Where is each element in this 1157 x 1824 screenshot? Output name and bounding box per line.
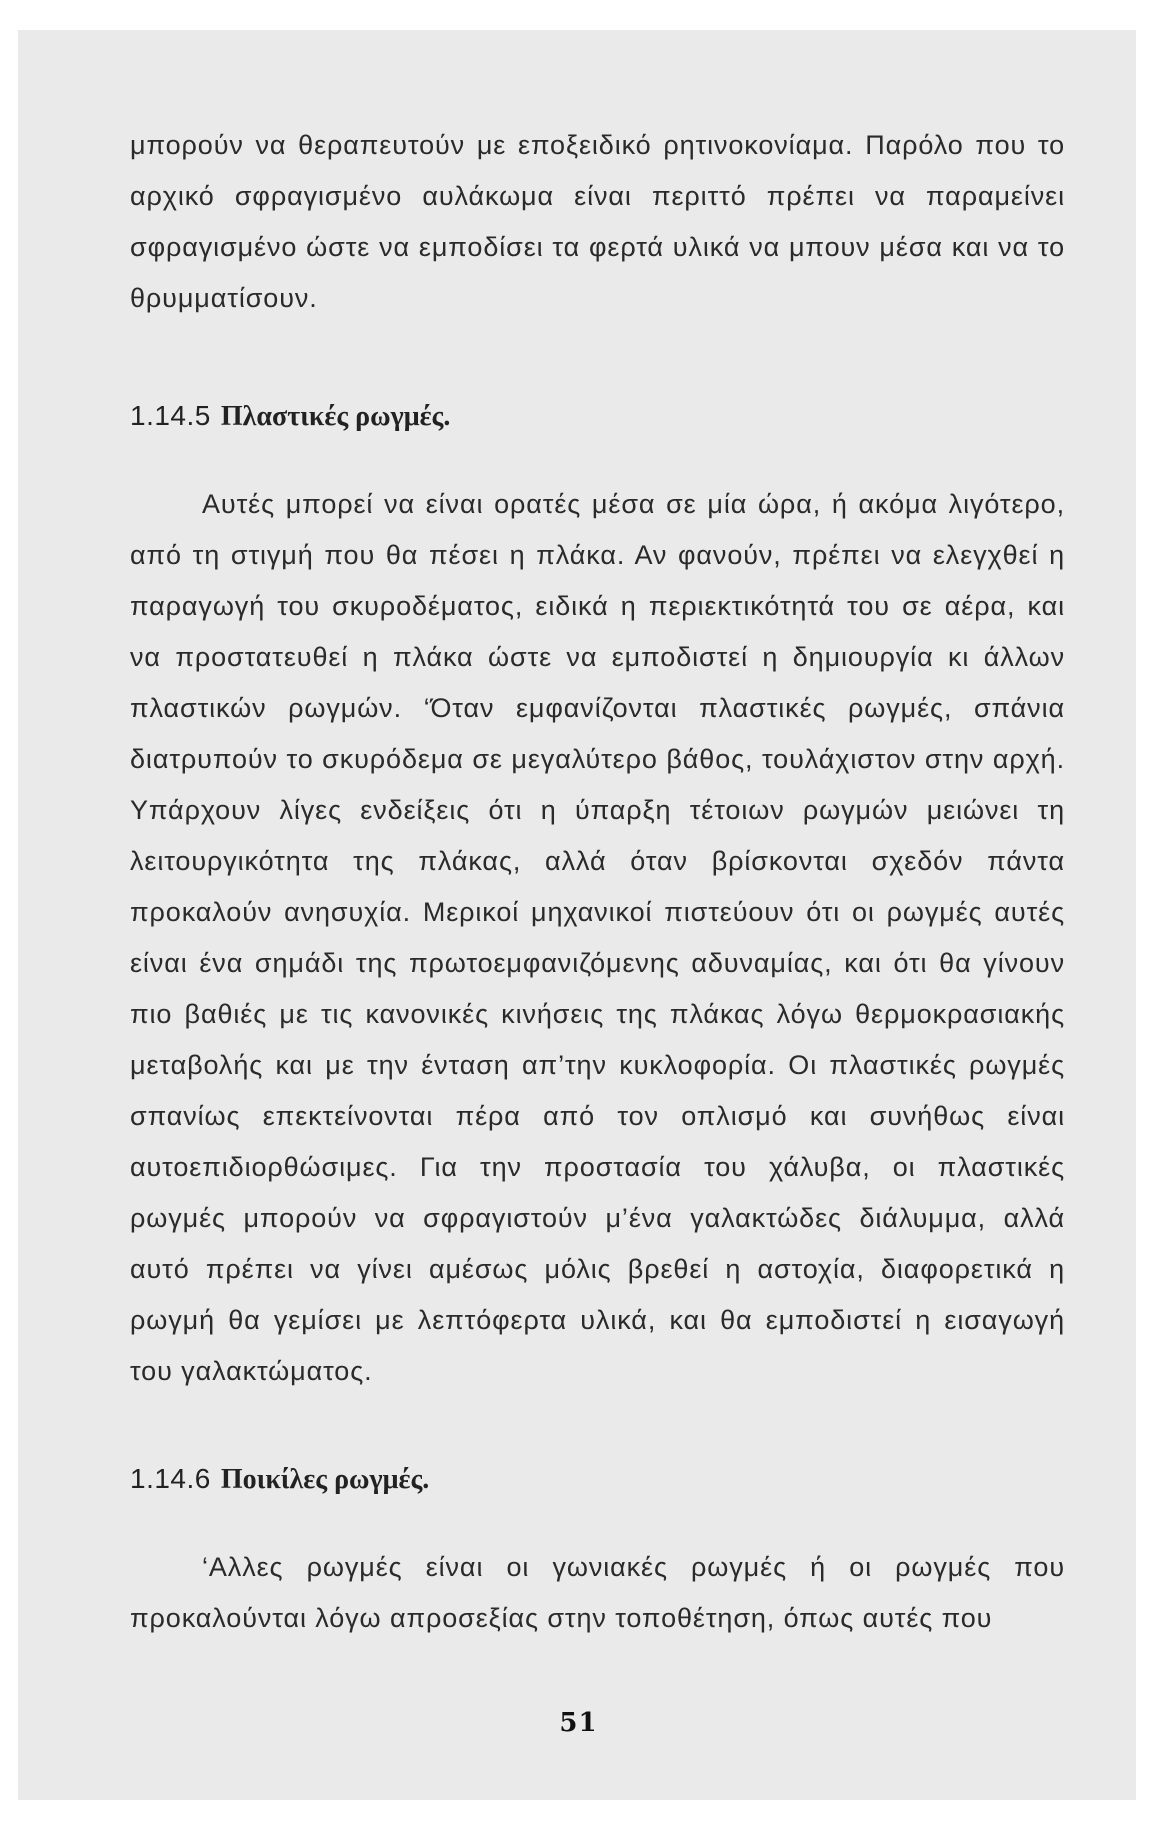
- section-title: Πλαστικές ρωγμές.: [220, 401, 451, 432]
- page-number: 51: [559, 1708, 598, 1738]
- intro-paragraph: μπορούν να θεραπευτούν με εποξειδικό ρητινοκονίαμα. Παρόλο που το αρχικό σφραγισμένο αυλάκωμα είναι περιττό πρέπει να παραμείνει σφραγισμένο ώστε να εμποδίσει τα φερτά υλικά να μπουν μέσα και να το θρυμματίσουν.: [130, 130, 1065, 313]
- section-number: 1.14.5: [130, 400, 211, 431]
- page-content: [130, 120, 1065, 1644]
- section-number: 1.14.6: [130, 1463, 211, 1494]
- plastic-cracks-paragraph: Αυτές μπορεί να είναι ορατές μέσα σε μία ώρα, ή ακόμα λιγότερο, από τη στιγμή που θα πέσει η πλάκα. Αν φανούν, πρέπει να ελεγχθεί η παραγωγή του σκυροδέματος, ειδικά η περιεκτικότητά του σε αέρα, και να προστατευθεί η πλάκα ώστε να εμποδιστεί η δημιουργία κι άλλων πλαστικών ρωγμών. ‘Όταν εμφανίζονται πλαστικές ρωγμές, σπάνια διατρυπούν το σκυρόδεμα σε μεγαλύτερο βάθος, τουλάχιστον στην αρχή. Υπάρχουν λίγες ενδείξεις ότι η ύπαρξη τέτοιων ρωγμών μειώνει τη λειτουργικότητα της πλάκας, αλλά όταν βρίσκονται σχεδόν πάντα προκαλούν ανησυχία. Μερικοί μηχανικοί πιστεύουν ότι οι ρωγμές αυτές είναι ένα σημάδι της πρωτοεμφανιζόμενης αδυναμίας, και ότι θα γίνουν πιο βαθιές με τις κανονικές κινήσεις της πλάκας λόγω θερμοκρασιακής μεταβολής και με την ένταση απ’την κυκλοφορία. Οι πλαστικές ρωγμές σπανίως επεκτείνονται πέρα από τον οπλισμό και συνήθως είναι αυτοεπιδιορθώσιμες. Για την προστασία του χάλυβα, οι πλαστικές ρωγμές μπορούν να σφραγιστούν μ’ένα γαλακτώδες διάλυμμα, αλλά αυτό πρέπει να γίνει αμέσως μόλις βρεθεί η αστοχία, διαφορετικά η ρωγμή θα γεμίσει με λεπτόφερτα υλικά, και θα εμποδιστεί η εισαγωγή του γαλακτώματος.: [130, 489, 1065, 1386]
- various-cracks-paragraph: ‘Αλλες ρωγμές είναι οι γωνιακές ρωγμές ή οι ρωγμές που προκαλούνται λόγω απροσεξίας στην τοποθέτηση, όπως αυτές που: [130, 1552, 1065, 1633]
- section-title: Ποικίλες ρωγμές.: [220, 1464, 430, 1495]
- section-heading-various-cracks: [130, 1459, 1065, 1500]
- section-heading-plastic-cracks: [130, 396, 1065, 437]
